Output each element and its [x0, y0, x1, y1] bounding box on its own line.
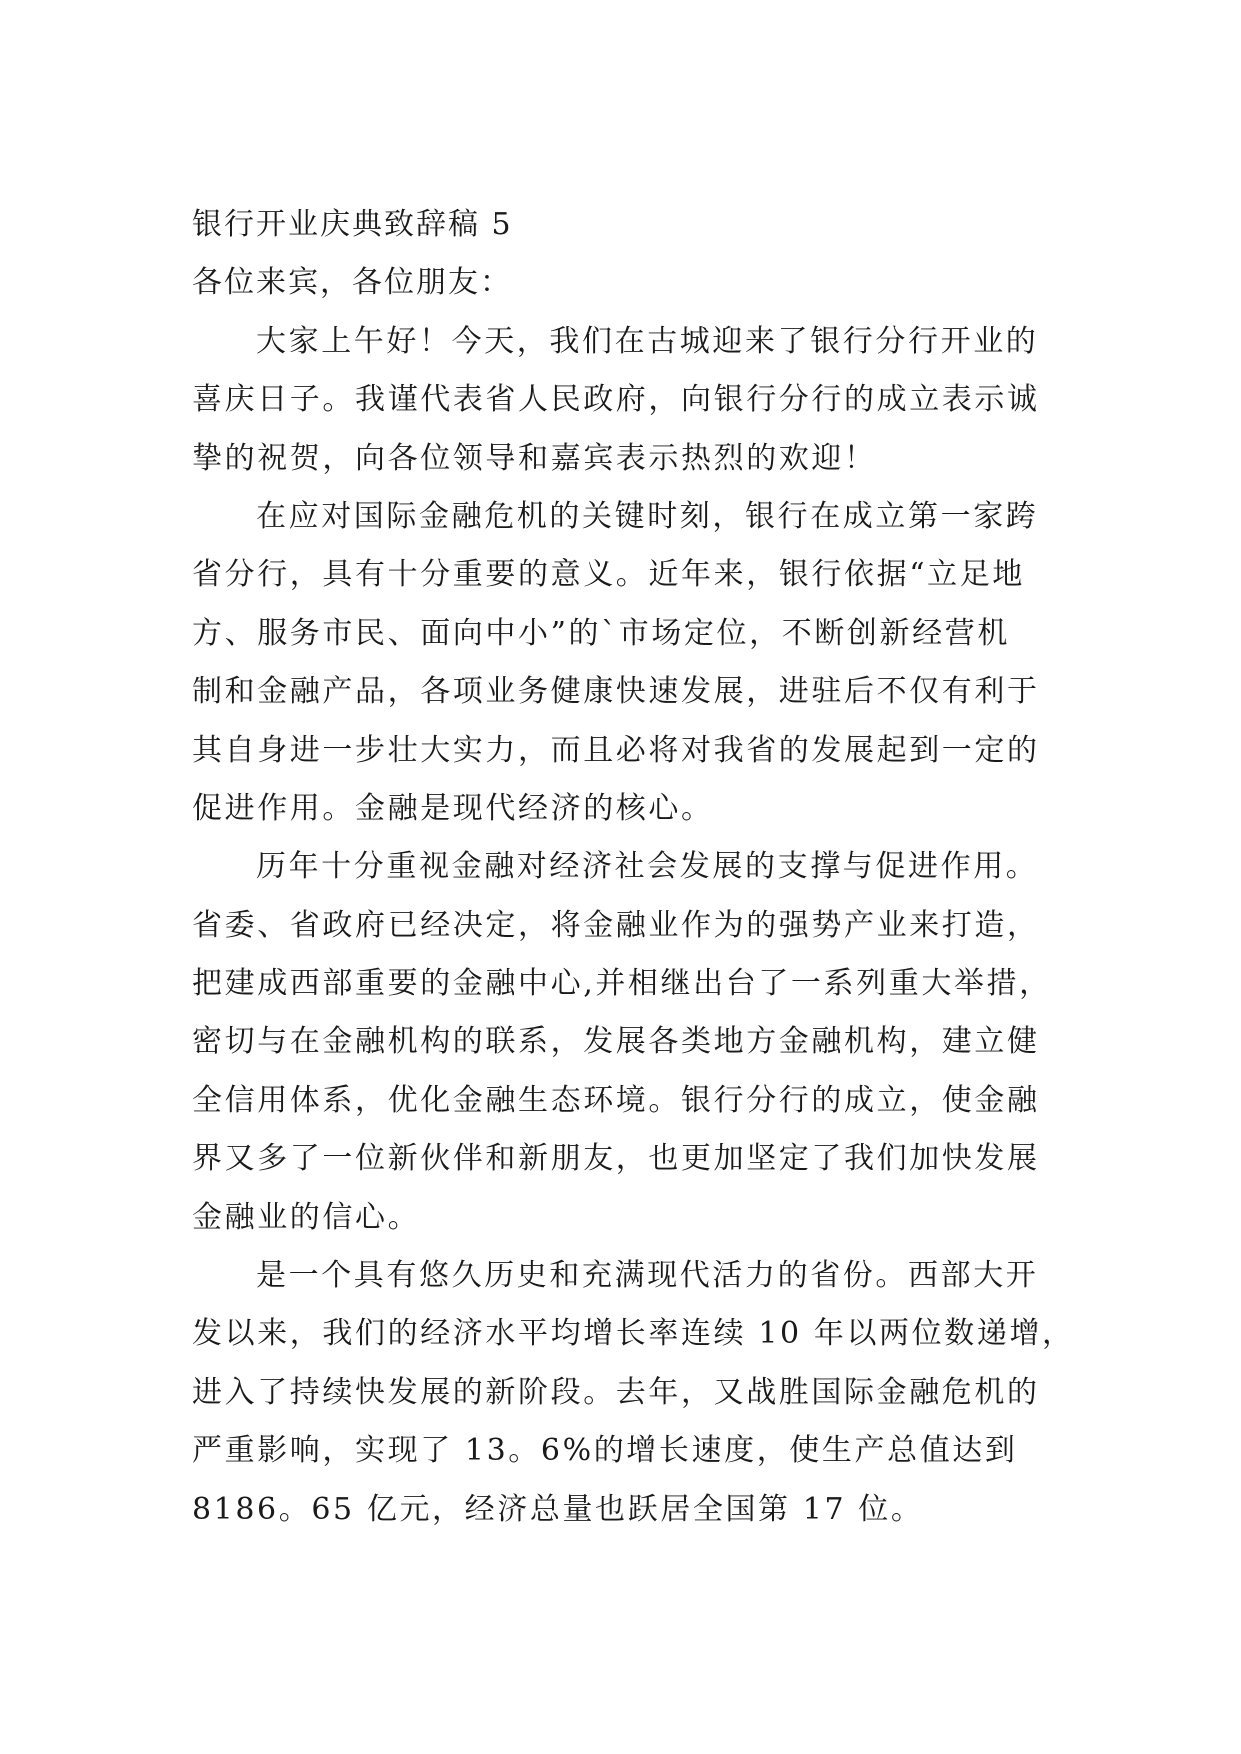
paragraph-line: 是一个具有悠久历史和充满现代活力的省份。西部大开 — [256, 1258, 1039, 1294]
paragraph-1 — [192, 313, 1052, 488]
paragraph-line: 省分行，具有十分重要的意义。近年来，银行依据“立足地 — [192, 557, 1025, 593]
paragraph-line: 促进作用。金融是现代经济的核心。 — [192, 790, 714, 826]
paragraph-2 — [192, 488, 1052, 838]
paragraph-line: 制和金融产品，各项业务健康快速发展，进驻后不仅有利于 — [192, 674, 1040, 710]
paragraph-line: 密切与在金融机构的联系，发展各类地方金融机构，建立健 — [192, 1024, 1040, 1060]
paragraph-line: 严重影响，实现了 13。6%的增长速度，使生产总值达到 — [192, 1433, 1018, 1469]
paragraph-line: 历年十分重视金融对经济社会发展的支撑与促进作用。 — [256, 849, 1039, 885]
paragraph-line: 大家上午好！今天，我们在古城迎来了银行分行开业的 — [256, 323, 1039, 359]
paragraph-line: 把建成西部重要的金融中心,并相继出台了一系列重大举措， — [192, 966, 1052, 1002]
paragraph-line: 金融业的信心。 — [192, 1199, 421, 1235]
paragraph-line: 进入了持续快发展的新阶段。去年，又战胜国际金融危机的 — [192, 1374, 1040, 1410]
paragraph-line: 挚的祝贺，向各位领导和嘉宾表示热烈的欢迎！ — [192, 440, 877, 476]
document-title: 银行开业庆典致辞稿 5 — [192, 207, 513, 242]
paragraph-line: 喜庆日子。我谨代表省人民政府，向银行分行的成立表示诚 — [192, 382, 1040, 418]
salutation: 各位来宾，各位朋友： — [192, 265, 512, 301]
paragraph-line: 其自身进一步壮大实力，而且必将对我省的发展起到一定的 — [192, 732, 1040, 768]
paragraph-line: 方、服务市民、面向中小”的`市场定位，不断创新经营机 — [192, 615, 1010, 651]
paragraph-line: 在应对国际金融危机的关键时刻，银行在成立第一家跨 — [256, 498, 1039, 534]
document-page — [192, 196, 1075, 1539]
paragraph-4 — [192, 1247, 1075, 1539]
paragraph-line: 省委、省政府已经决定，将金融业作为的强势产业来打造， — [192, 907, 1040, 943]
paragraph-line: 8186。65 亿元，经济总量也跃居全国第 17 位。 — [192, 1491, 924, 1527]
paragraph-line: 发以来，我们的经济水平均增长率连续 10 年以两位数递增， — [192, 1316, 1075, 1352]
paragraph-line: 全信用体系，优化金融生态环境。银行分行的成立，使金融 — [192, 1082, 1040, 1118]
paragraph-3 — [192, 838, 1052, 1247]
paragraph-line: 界又多了一位新伙伴和新朋友，也更加坚定了我们加快发展 — [192, 1141, 1040, 1177]
